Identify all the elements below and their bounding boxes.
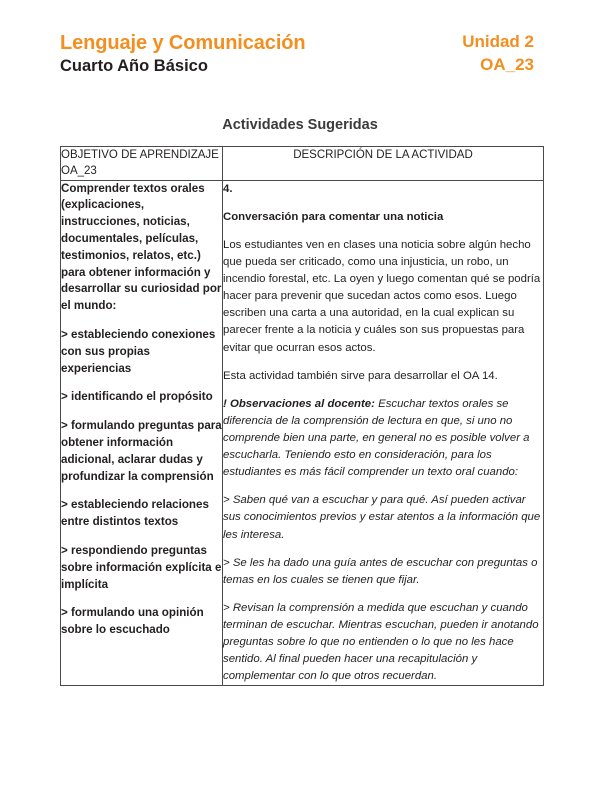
table-head	[61, 147, 544, 181]
teacher-note-paragraph	[223, 396, 543, 482]
document-header	[60, 32, 534, 77]
objective-intro: Comprender textos orales (explicaciones, instrucciones, noticias, documentales, películas, testimonios, relatos, etc.) para obtener información y desarrollar su curiosidad por el mundo:	[61, 181, 222, 313]
oa-code-label: OA_23	[480, 54, 534, 74]
table-row	[61, 180, 544, 686]
activity-paragraph-2: Esta actividad también sirve para desarrollar el OA 14.	[223, 369, 498, 382]
teacher-note-lead: ! Observaciones al docente:	[223, 397, 375, 410]
header-left-group	[60, 32, 306, 77]
teacher-note-body: Escuchar textos orales se diferencia de la comprensión de lectura en que, si uno no comprende bien una parte, en general no es posible volver a escucharla. Teniendo esto en consideración, para los estudiantes es más fácil comprender un texto oral cuando:	[223, 397, 530, 479]
teacher-note-bullet-1: > Saben qué van a escuchar y para qué. Así pueden activar sus conocimientos previos y estar atentos a la información que les interesa.	[223, 494, 541, 541]
objective-bullet-5: > respondiendo preguntas sobre información explícita e implícita	[61, 544, 222, 591]
teacher-note-bullet-3: > Revisan la comprensión a medida que escuchan y cuando terminan de escuchar. Mientras escuchan, pueden ir anotando preguntas sobre lo que no entienden o lo que no les hace sentido. Al final pueden hacer una recapitulación y complementar con lo que otros recuerdan.	[223, 601, 539, 683]
unit-label: Unidad 2	[462, 32, 534, 51]
objective-cell	[61, 180, 223, 686]
objective-bullet-6: > formulando una opinión sobre lo escuchado	[61, 606, 204, 637]
teacher-note-bullet-2: > Se les ha dado una guía antes de escuchar con preguntas o temas en los cuales se tienen que fijar.	[223, 556, 538, 586]
column-header-objective: OBJETIVO DE APRENDIZAJE OA_23	[61, 147, 223, 181]
section-title: Actividades Sugeridas	[222, 117, 378, 133]
objective-bullet-3: > formulando preguntas para obtener información adicional, aclarar dudas y profundizar la comprensión	[61, 419, 222, 483]
table-header-row	[61, 147, 544, 181]
activity-paragraph-1: Los estudiantes ven en clases una noticia sobre algún hecho que pueda ser criticado, como una injusticia, un robo, un incendio forestal, etc. La oyen y luego comentan qué se podría hacer para prevenir que sucedan actos como esos. Luego escriben una carta a una autoridad, en la cual explican su parecer frente a la noticia y cuáles son sus propuestas para evitar que ocurran esos actos.	[223, 238, 541, 354]
column-header-description: DESCRIPCIÓN DE LA ACTIVIDAD	[223, 147, 544, 181]
objective-bullet-1: > estableciendo conexiones con sus propias experiencias	[61, 328, 216, 375]
description-cell	[223, 180, 544, 686]
objective-bullet-4: > estableciendo relaciones entre distintos textos	[61, 498, 209, 529]
activity-number: 4.	[223, 182, 233, 195]
grade-title: Cuarto Año Básico	[60, 57, 208, 76]
activities-table	[60, 146, 544, 686]
table-body	[61, 180, 544, 686]
activity-subtitle: Conversación para comentar una noticia	[223, 210, 444, 223]
subject-title: Lenguaje y Comunicación	[60, 32, 306, 54]
header-right-group	[462, 32, 534, 75]
objective-bullet-2: > identificando el propósito	[61, 390, 213, 404]
